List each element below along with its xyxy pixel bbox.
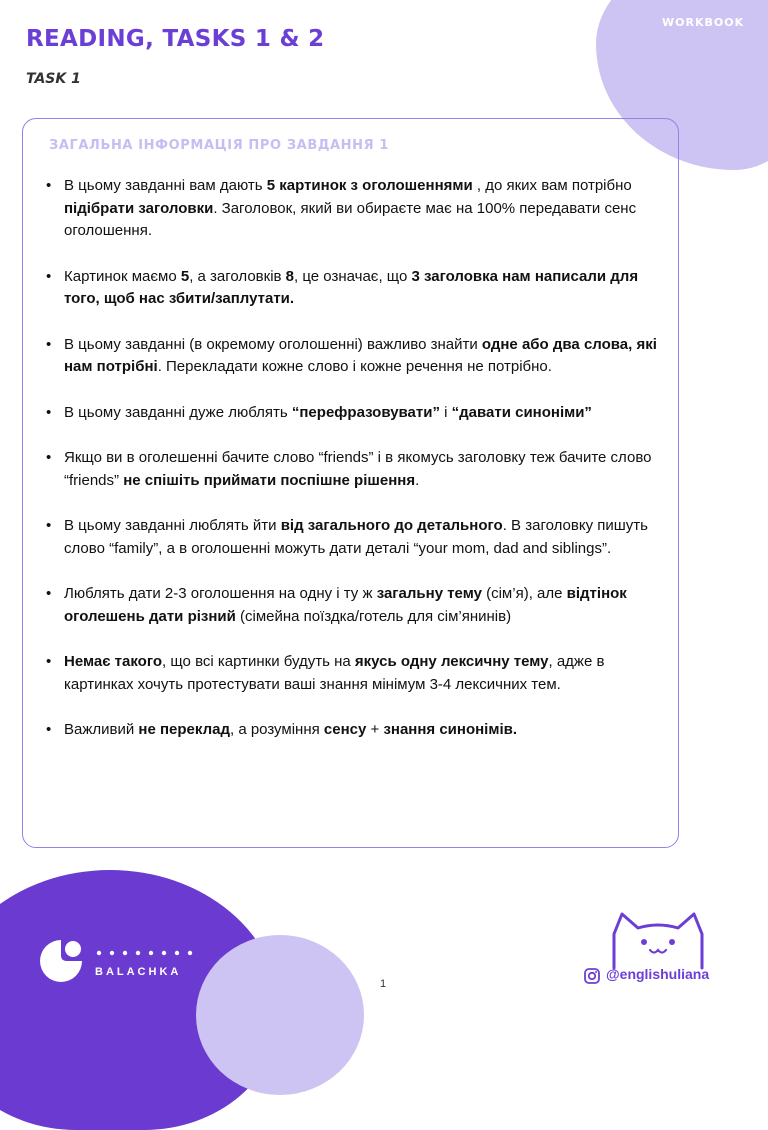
text: , а заголовків (189, 267, 286, 285)
bold-text: 5 картинок з оголошеннями (266, 177, 473, 194)
bullet-dot: • (46, 267, 52, 285)
bold-text: одне або два слова, які нам потрібні (64, 335, 657, 375)
bold-text: знання синонімів. (383, 721, 518, 738)
bullet-item (46, 719, 664, 742)
bullet-dot: • (46, 403, 52, 421)
text: В цьому завданні вам дають (64, 177, 267, 194)
logo-dots-icon (96, 950, 196, 956)
bold-text: не переклад (138, 721, 230, 738)
text: . (415, 471, 420, 489)
bullet-item (46, 447, 664, 492)
page-number: 1 (380, 978, 387, 990)
bold-text: відтінок оголешень дати різний (64, 585, 627, 625)
text: В цьому завданні дуже люблять (64, 403, 292, 421)
bullet-item (46, 402, 664, 425)
text: Якщо ви в оголешенні бачите слово “friends” і в якомусь заголовку теж бачите слово “friends” (64, 449, 652, 489)
bullet-list (46, 175, 664, 742)
cat-icon (610, 912, 706, 970)
text: , до яких вам потрібно (472, 177, 632, 194)
bold-text: 8 (285, 267, 295, 285)
text: , що всі картинки будуть на (162, 653, 355, 670)
text: Важливий (64, 721, 139, 738)
bullet-item (46, 334, 664, 379)
instagram-handle: @englishuliana (606, 966, 710, 982)
instagram-icon (584, 968, 600, 984)
text: . В заголовку пишуть слово “family”, а в оголошенні можуть дати деталі “your mom, dad and siblings”. (64, 517, 648, 557)
brand-name: BALACHKA (95, 966, 182, 978)
text: , а розуміння (229, 721, 324, 738)
bullet-item (46, 266, 664, 311)
bullet-dot: • (46, 653, 52, 670)
decorative-blob-bottom-light (196, 935, 364, 1095)
bold-text: загальну тему (376, 585, 482, 602)
text: Люблять дати 2-3 оголошення на одну і ту ж (64, 585, 377, 602)
bold-text: сенсу (323, 721, 367, 738)
balachka-logo-icon (38, 938, 84, 984)
bold-text: підібрати заголовки (64, 199, 214, 217)
page-title: READING, TASKS 1 & 2 (26, 26, 325, 52)
card-heading: ЗАГАЛЬНА ІНФОРМАЦІЯ ПРО ЗАВДАННЯ 1 (49, 138, 390, 153)
bullet-dot: • (46, 517, 52, 534)
text: . Перекладати кожне слово і кожне речення не потрібно. (157, 358, 552, 375)
bullet-dot: • (46, 449, 52, 466)
text: , це означає, що (294, 267, 412, 285)
text: (сім’я), але (481, 585, 567, 602)
bullet-dot: • (46, 177, 52, 194)
text: і (439, 403, 452, 421)
text: , адже в картинках хочуть протестувати ваші знання мінімум 3-4 лексичних тем. (64, 653, 605, 693)
bold-text: від загального до детального (280, 517, 503, 534)
bold-text: 3 заголовка нам написали для того, щоб нас збити/заплутати. (64, 267, 639, 307)
bold-text: “перефразовувати” (291, 403, 440, 421)
text: + (366, 721, 384, 738)
bullet-dot: • (46, 721, 52, 738)
text: В цьому завданні люблять йти (64, 517, 281, 534)
bold-text: 5 (180, 267, 190, 285)
task-label: TASK 1 (26, 71, 81, 87)
bold-text: якусь одну лексичну тему (354, 653, 549, 670)
bullet-dot: • (46, 335, 52, 353)
bullet-item (46, 515, 664, 560)
text: Картинок маємо (64, 267, 181, 285)
text: . Заголовок, який ви обираєте має на 100% передавати сенс оголошення. (64, 199, 637, 239)
workbook-label: WORKBOOK (662, 16, 745, 29)
bold-text: Немає такого (64, 653, 163, 670)
bullet-item (46, 175, 664, 243)
text: (сімейна поїздка/готель для сім’янинів) (235, 607, 512, 625)
text: В цьому завданні (в окремому оголошенні) важливо знайти (64, 335, 482, 353)
bullet-dot: • (46, 585, 52, 602)
bold-text: не спішіть приймати поспішне рішення (123, 471, 416, 489)
bullet-item (46, 583, 664, 628)
info-card (22, 118, 679, 848)
bullet-item (46, 651, 664, 696)
bold-text: “давати синоніми” (451, 403, 592, 421)
